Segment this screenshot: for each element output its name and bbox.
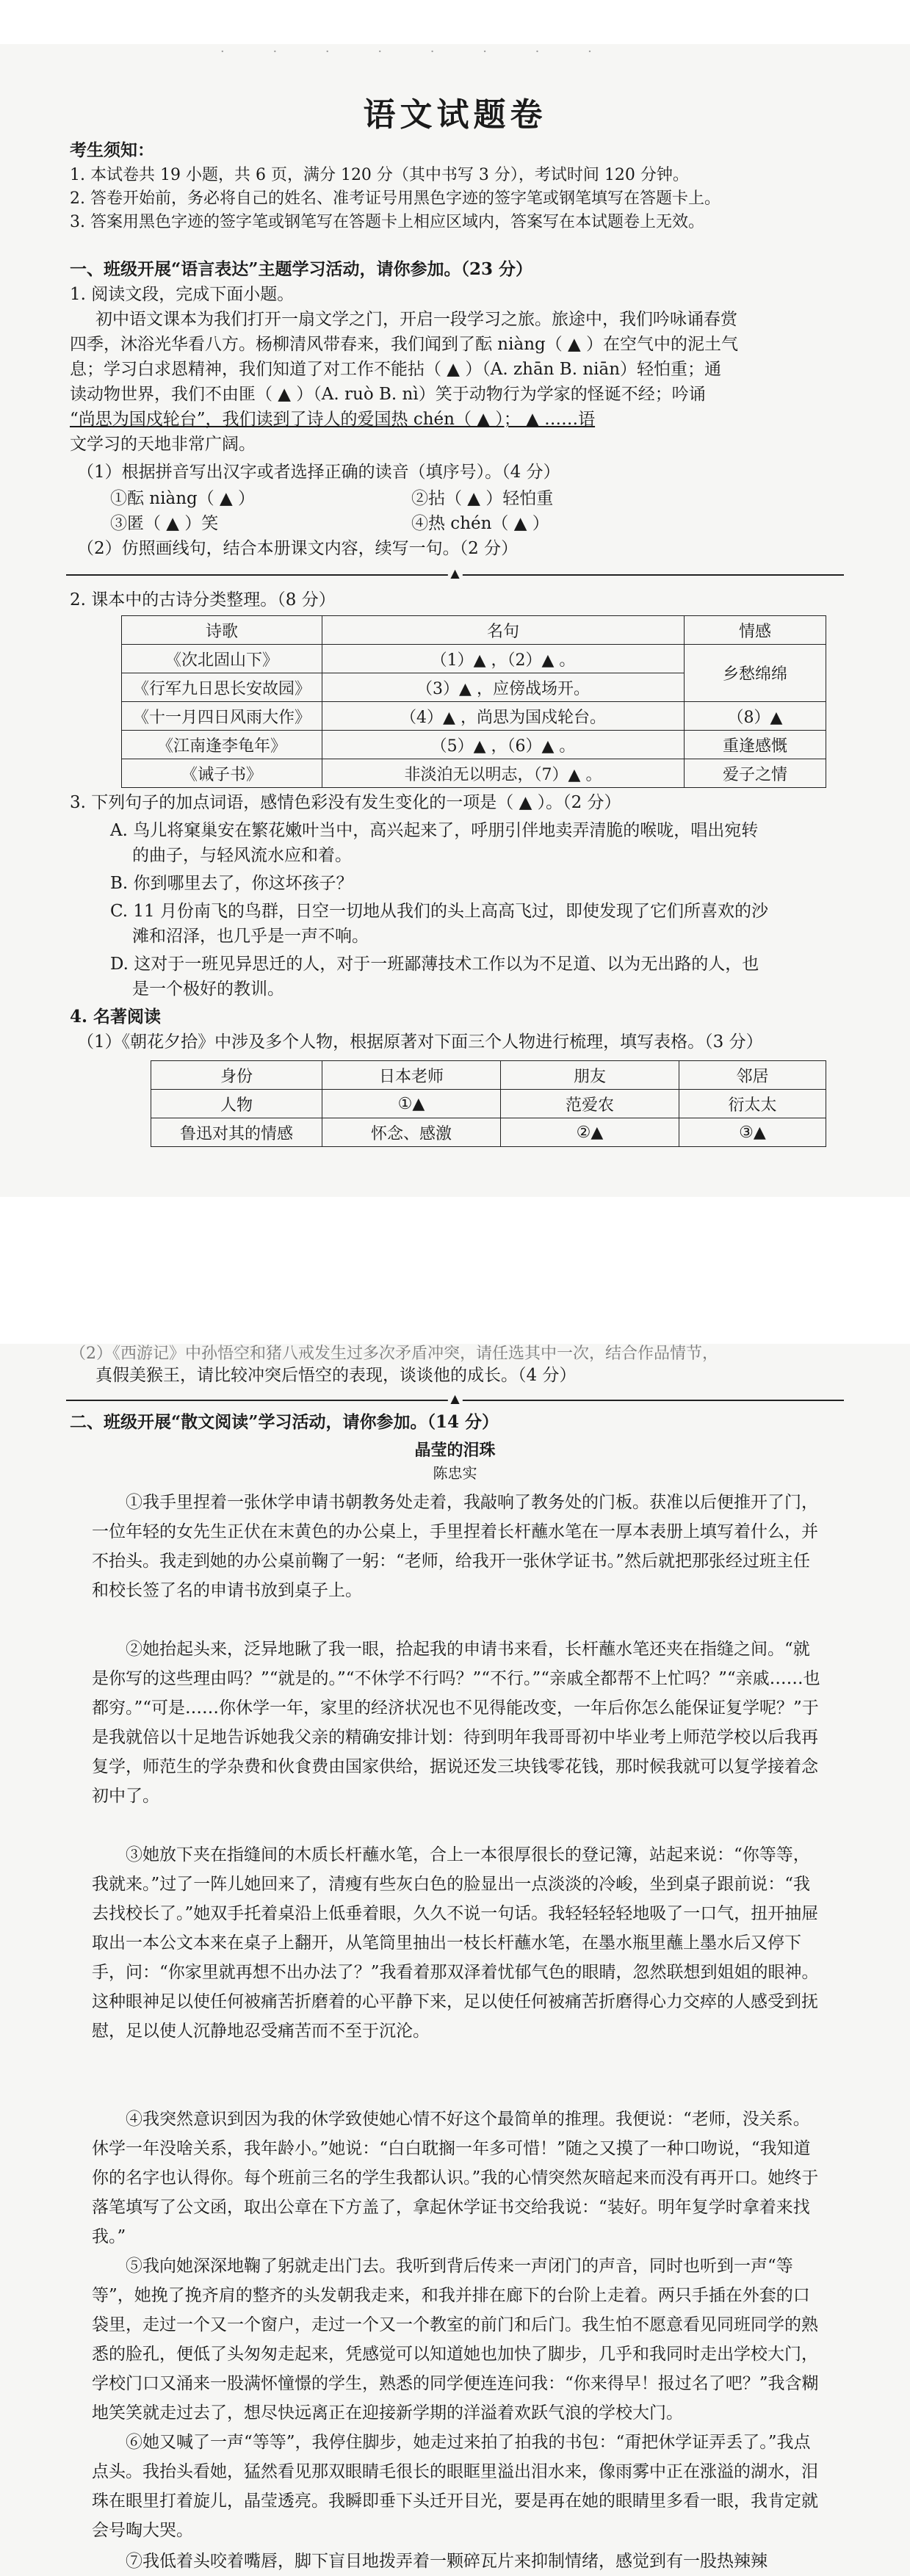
table-header-cell: 情感	[685, 616, 826, 645]
table-header-row	[151, 1061, 826, 1090]
q1-passage-line: 文学习的天地非常广阔。	[70, 435, 256, 454]
table-row	[151, 1118, 826, 1147]
table-header-cell: 诗歌	[122, 616, 322, 645]
table-header-cell: 身份	[151, 1061, 322, 1090]
q1-passage-line: 息；学习白求恩精神，我们知道了对工作不能拈（ ▲ ）（A. zhān B. niān）轻怕重；通	[70, 360, 722, 379]
table-cell: 非淡泊无以明志，（7）▲ 。	[322, 759, 685, 788]
q1-passage-line: 四季，沐浴光华看八方。杨柳清风带春来，我们闻到了酝 niàng（ ▲ ）在空气中的泥土气	[70, 335, 739, 354]
q2-heading: 2. 课本中的古诗分类整理。（8 分）	[70, 590, 336, 609]
q1-option: ④热 chén（ ▲ ）	[411, 514, 549, 533]
exam-page-1	[0, 44, 910, 1197]
table-cell: ③▲	[679, 1118, 826, 1147]
table-cell: 鲁迅对其的情感	[151, 1118, 322, 1147]
essay-paragraph: ⑥她又喊了一声“等等”，我停住脚步，她走过来拍了拍我的书包：“甭把休学证弄丢了。”我点点头。我抬头看她，猛然看见那双眼睛毛很长的眼眶里溢出泪水来，像雨雾中正在涨溢的湖水，泪珠在眼里打着旋儿，晶莹透亮。我瞬即垂下头迁开目光，要是再在她的眼睛里多看一眼，我肯定就会号啕大哭。	[92, 2433, 818, 2540]
notice-item: 2. 答卷开始前，务必将自己的姓名、准考证号用黑色字迹的签字笔或钢笔填写在答题卡上。	[70, 189, 721, 208]
table-row	[122, 645, 826, 673]
answer-separator: ▲	[66, 574, 844, 576]
page-title: 语文试题卷	[363, 96, 547, 134]
essay-paragraph: ③她放下夹在指缝间的木质长杆蘸水笔，合上一本很厚很长的登记簿，站起来说：“你等等，我就来。”过了一阵儿她回来了，清瘦有些灰白色的脸显出一点淡淡的冷峻，坐到桌子跟前说：“我去找校长了。”她双手托着桌沿上低垂着眼，久久不说一句话。我轻轻轻轻地吸了一口气，扭开抽屉取出一本公文本来在桌子上翻开，从笔筒里抽出一枝长杆蘸水笔，在墨水瓶里蘸上墨水后又停下手，问：“你家里就再想不出办法了？”我看着那双泽着忧郁气色的眼睛，忽然联想到姐姐的眼神。这种眼神足以使任何被痛苦折磨着的心平静下来，足以使任何被痛苦折磨得心力交瘁的人感受到抚慰，足以使人沉静地忍受痛苦而不至于沉沦。	[92, 1845, 819, 2041]
notice-item: 3. 答案用黑色字迹的签字笔或钢笔写在答题卡上相应区域内，答案写在本试题卷上无效。	[70, 213, 704, 231]
table-cell: 《江南逢李龟年》	[122, 731, 322, 759]
q1-sub1: （1）根据拼音写出汉字或者选择正确的读音（填序号）。（4 分）	[77, 463, 560, 482]
q1-option: ②拈（ ▲ ）轻怕重	[411, 489, 554, 508]
q3-option-line: 滩和沼泽，也几乎是一声不响。	[132, 927, 369, 946]
table-cell: 人物	[151, 1090, 322, 1118]
q3-option-line: 是一个极好的教训。	[132, 980, 284, 999]
q4-sub2: 真假美猴王，请比较冲突后悟空的表现，谈谈他的成长。（4 分）	[95, 1366, 577, 1385]
q4-sub1: （1）《朝花夕拾》中涉及多个人物，根据原著对下面三个人物进行梳理，填写表格。（3 分）	[77, 1032, 763, 1052]
table-cell: 乡愁绵绵	[685, 645, 826, 702]
table-cell: （4）▲ ，尚思为国戍轮台。	[322, 702, 685, 731]
essay-paragraph: ①我手里捏着一张休学申请书朝教务处走着，我敲响了教务处的门板。获准以后便推开了门，一位年轻的女先生正伏在末黄色的办公桌上，手里捏着长杆蘸水笔在一厚本表册上填写着什么，并不抬头。我走到她的办公桌前鞠了一躬：“老师，给我开一张休学证书。”然后就把那张经过班主任和校长签了名的申请书放到桌子上。	[92, 1493, 818, 1600]
table-cell: （5）▲ ，（6）▲ 。	[322, 731, 685, 759]
table-header-cell: 朋友	[501, 1061, 679, 1090]
table-cell: （3）▲ ，应傍战场开。	[322, 673, 685, 702]
q4-heading: 4. 名著阅读	[70, 1007, 162, 1027]
table-cell: 《十一月四日风雨大作》	[122, 702, 322, 731]
table-row	[122, 759, 826, 788]
table-cell: 《行军九日思长安故园》	[122, 673, 322, 702]
q1-passage-line: 初中语文课本为我们打开一扇文学之门，开启一段学习之旅。旅途中，我们吟咏诵春赏	[95, 310, 737, 329]
q1-option: ③匿（ ▲ ）笑	[110, 514, 219, 533]
table-cell: 怀念、感激	[322, 1118, 501, 1147]
q1-heading: 1. 阅读文段，完成下面小题。	[70, 285, 295, 304]
people-table	[151, 1060, 826, 1147]
scan-header-residue: · · · · · · · ·	[220, 44, 614, 59]
answer-separator: ▲	[66, 1400, 844, 1401]
essay-paragraph: ②她抬起头来，泛异地瞅了我一眼，拾起我的申请书来看，长杆蘸水笔还夹在指缝之间。“就是你写的这些理由吗？”“就是的。”“不休学不行吗？”“不行。”“亲戚全都帮不上忙吗？”“亲戚……也都穷。”“可是……你休学一年，家里的经济状况也不见得能改变，一年后你怎么能保证复学呢？”于是我就倍以十足地告诉她我父亲的精确安排计划：待到明年我哥哥初中毕业考上师范学校以后我再复学，师范生的学杂费和伙食费由国家供给，据说还发三块钱零花钱，那时候我就可以复学接着念初中了。	[92, 1640, 820, 1806]
table-cell: 爱子之情	[685, 759, 826, 788]
q3-option-line: D. 这对于一班见异思迁的人，对于一班鄙薄技术工作以为不足道、以为无出路的人，也	[110, 955, 759, 974]
q3-option-line: 的曲子，与轻风流水应和着。	[132, 846, 352, 865]
table-cell: 《诫子书》	[122, 759, 322, 788]
exam-page-2	[0, 1344, 910, 2576]
table-cell: ①▲	[322, 1090, 501, 1118]
table-cell: （8）▲	[685, 702, 826, 731]
table-cell: 《次北固山下》	[122, 645, 322, 673]
table-cell: （1）▲ ，（2）▲ 。	[322, 645, 685, 673]
notice-heading: 考生须知：	[70, 140, 154, 160]
q3-option-line: B. 你到哪里去了，你这坏孩子？	[110, 874, 353, 893]
notice-item: 1. 本试卷共 19 小题，共 6 页，满分 120 分（其中书写 3 分），考试时间 120 分钟。	[70, 166, 689, 184]
table-header-cell: 邻居	[679, 1061, 826, 1090]
table-row	[122, 731, 826, 759]
essay-paragraph: ④我突然意识到因为我的休学致使她心情不好这个最简单的推理。我便说：“老师，没关系。休学一年没啥关系，我年龄小。”她说：“白白耽搁一年多可惜！”随之又摸了一种口吻说，“我知道你的名字也认得你。每个班前三名的学生我都认识。”我的心情突然灰暗起来而没有再开口。她终于落笔填写了公文函，取出公章在下方盖了，拿起休学证书交给我说：“装好。明年复学时拿着来找我。”	[92, 2110, 819, 2246]
table-cell: 范爱农	[501, 1090, 679, 1118]
section2-heading: 二、班级开展“散文阅读”学习活动，请你参加。（14 分）	[70, 1412, 499, 1432]
table-cell: ②▲	[501, 1118, 679, 1147]
essay-author: 陈忠实	[433, 1464, 477, 1482]
q1-passage-line: 读动物世界，我们不由匪（ ▲ ）（A. ruò B. nì）笑于动物行为学家的怪诞不经；吟诵	[70, 385, 706, 404]
table-header-row	[122, 616, 826, 645]
essay-title: 晶莹的泪珠	[414, 1441, 496, 1460]
table-row	[151, 1090, 826, 1118]
q3-option-line: C. 11 月份南飞的鸟群，日空一切地从我们的头上高高飞过，即使发现了它们所喜欢的沙	[110, 902, 768, 921]
cropped-line: （2）《西游记》中孙悟空和猪八戒发生过多次矛盾冲突，请任选其中一次，结合作品情节，	[70, 1345, 719, 1363]
table-header-cell: 日本老师	[322, 1061, 501, 1090]
q3-option-line: A. 鸟儿将窠巢安在繁花嫩叶当中，高兴起来了，呼朋引伴地卖弄清脆的喉咙，唱出宛转	[110, 821, 759, 840]
section1-heading: 一、班级开展“语言表达”主题学习活动，请你参加。（23 分）	[70, 259, 532, 279]
q1-passage-underlined-line: “尚思为国戍轮台”，我们读到了诗人的爱国热 chén（ ▲ ）； ▲ ……语	[70, 410, 596, 429]
table-row	[122, 702, 826, 731]
poem-table	[121, 615, 826, 788]
q1-option: ①酝 niàng（ ▲ ）	[110, 489, 256, 508]
table-cell: 重逢感慨	[685, 731, 826, 759]
essay-paragraph: ⑤我向她深深地鞠了躬就走出门去。我听到背后传来一声闭门的声音，同时也听到一声“等等”，她挽了挽齐肩的整齐的头发朝我走来，和我并排在廊下的台阶上走着。两只手插在外套的口袋里，走过一个又一个窗户，走过一个又一个教室的前门和后门。我生怕不愿意看见同班同学的熟悉的脸孔，便低了头匆匆走起来，凭感觉可以知道她也加快了脚步，几乎和我同时走出学校大门，学校门口又涌来一股满怀憧憬的学生，熟悉的同学便连连问我：“你来得早！报过名了吧？”我含糊地笑笑就走过去了，想尽快远离正在迎接新学期的洋溢着欢跃气浪的学校大门。	[92, 2257, 819, 2423]
table-header-cell: 名句	[322, 616, 685, 645]
q3-heading: 3. 下列句子的加点词语，感情色彩没有发生变化的一项是（ ▲ ）。（2 分）	[70, 793, 621, 812]
q1-sub2: （2）仿照画线句，结合本册课文内容，续写一句。（2 分）	[77, 539, 519, 558]
essay-paragraph: ⑦我低着头咬着嘴唇，脚下盲目地拨弄着一颗碎瓦片来抑制情绪，感觉到有一股热辣辣	[126, 2552, 768, 2571]
table-cell: 衍太太	[679, 1090, 826, 1118]
